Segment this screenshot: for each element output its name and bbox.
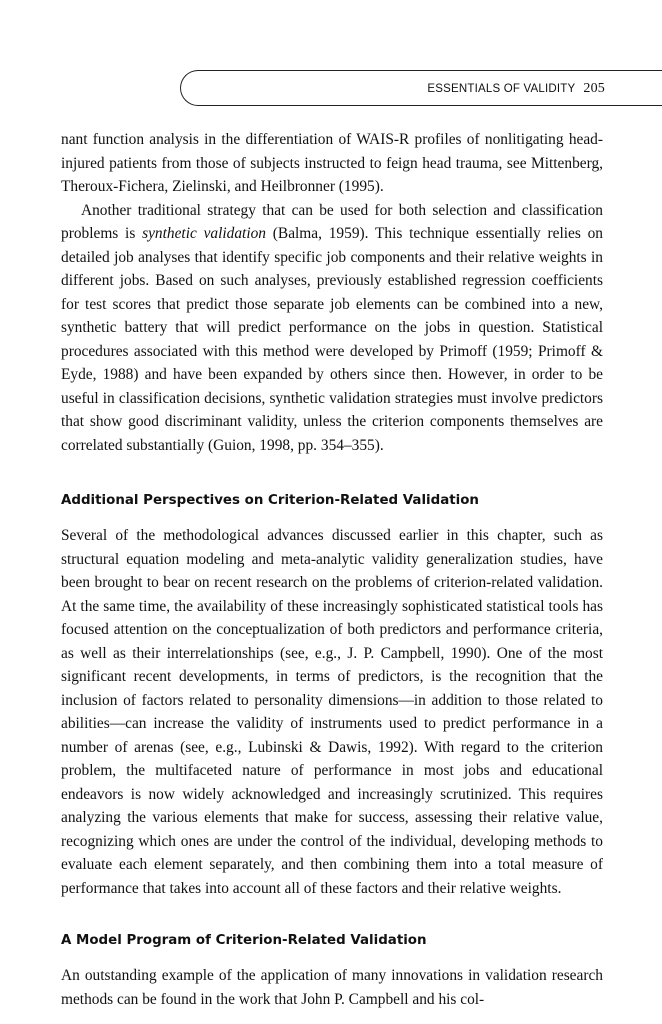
page-number: 205 — [583, 81, 605, 96]
page-body — [61, 128, 603, 1011]
paragraph-2-rest: (Balma, 1959). This technique essentially relies on detailed job analyses that identify specific job components and their relative weights in different jobs. Based on such analyses, previously established regression coefficients for test scores that predict those separate job elements can be combined into a new, synthetic battery that will predict performance on the jobs in question. Statistical procedures associated with this method were developed by Primoff (1959; Primoff & Eyde, 1988) and have been expanded by others since then. However, in order to be useful in classification decisions, synthetic validation strategies must involve predictors that show good discriminant validity, unless the criterion components themselves are correlated substantially (Guion, 1998, pp. 354–355). — [61, 225, 603, 454]
paragraph-2-start: Another traditional strategy that can be used for both selection and classification problems is — [61, 201, 603, 242]
paragraph-2 — [61, 199, 603, 458]
paragraph-4: An outstanding example of the application of many innovations in validation research methods can be found in the work that John P. Campbell and his col- — [61, 967, 603, 1008]
paragraph-1: nant function analysis in the differentiation of WAIS-R profiles of nonlitigating head-injured patients from those of subjects instructed to feign head trauma, see Mittenberg, Theroux-Fichera, Zielinski, and Heilbronner (1995). — [61, 131, 603, 195]
paragraph-3: Several of the methodological advances discussed earlier in this chapter, such as structural equation modeling and meta-analytic validity generalization studies, have been brought to bear on recent research on the problems of criterion-related validation. At the same time, the availability of these increasingly sophisticated statistical tools has focused attention on the conceptualization of both predictors and performance criteria, as well as their interrelationships (see, e.g., J. P. Campbell, 1990). One of the most significant recent developments, in terms of predictors, is the recognition that the inclusion of factors related to personality dimensions—in addition to those related to abilities—can increase the validity of instruments used to predict performance in a number of arenas (see, e.g., Lubinski & Dawis, 1992). With regard to the criterion problem, the multifaceted nature of performance in most jobs and educational endeavors is now widely acknowledged and increasingly scrutinized. This requires analyzing the various elements that make for success, assessing their relative value, recognizing which ones are under the control of the individual, developing methods to evaluate each element separately, and then combining them into a total measure of performance that takes into account all of these factors and their relative weights. — [61, 527, 603, 897]
section-heading-model-program: A Model Program of Criterion-Related Validation — [61, 933, 427, 948]
running-title: ESSENTIALS OF VALIDITY — [427, 83, 576, 95]
section-heading-additional-perspectives: Additional Perspectives on Criterion-Related Validation — [61, 493, 479, 508]
term-synthetic-validation: synthetic validation — [142, 225, 267, 242]
running-header — [400, 81, 605, 97]
